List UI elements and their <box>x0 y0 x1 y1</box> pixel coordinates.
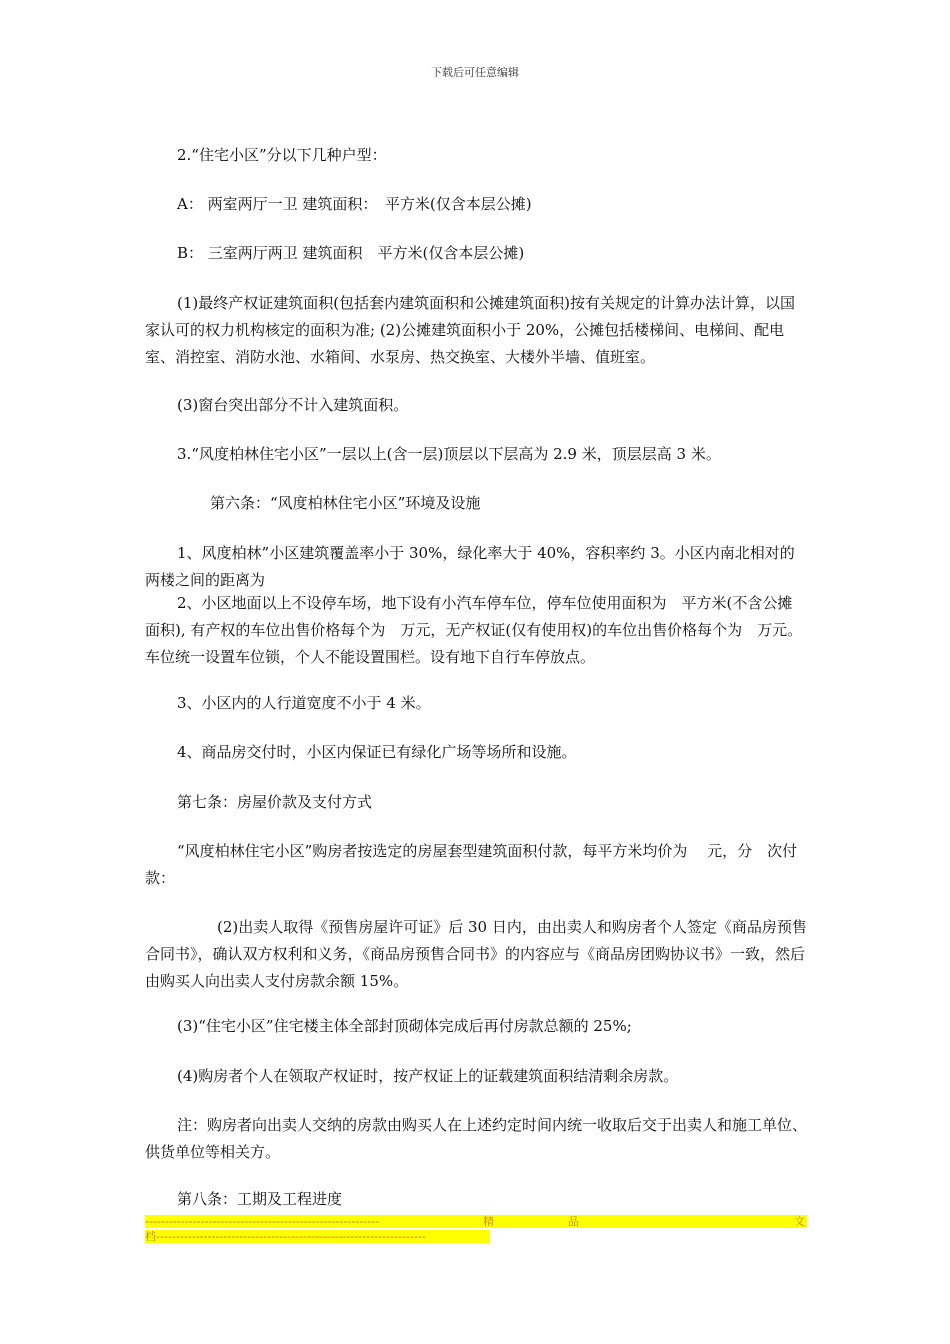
paragraph-greenery: 4、商品房交付时，小区内保证已有绿化广场等场所和设施。 <box>177 743 577 761</box>
footer-dashes: ----------------------------------------------------------- <box>145 1215 380 1228</box>
paragraph-note: 注：购房者向出卖人交纳的房款由购买人在上述约定时间内统一收取后交于出卖人和施工单位、供货单位等相关方。 <box>145 1116 808 1161</box>
paragraph-price: “风度柏林住宅小区”购房者按选定的房屋套型建筑面积付款，每平方米均价为 元，分 次付款： <box>145 842 798 887</box>
page-header: 下载后可任意编辑 <box>431 66 519 79</box>
paragraph-payment-4: (4)购房者个人在领取产权证时，按产权证上的证载建筑面积结清剩余房款。 <box>177 1067 679 1085</box>
paragraph-area-rules: (1)最终产权证建筑面积(包括套内建筑面积和公摊建筑面积)按有关规定的计算办法计算，以国家认可的权力机构核定的面积为准; (2)公摊建筑面积小于 20%，公摊包括楼梯间、电梯间、配电室、消控室、消防水池、水箱间、水泵房、热交换室、大楼外半墙、值班室。 <box>145 294 795 366</box>
paragraph-parking: 2、小区地面以上不设停车场，地下设有小汽车停车位，停车位使用面积为 平方米(不含公摊面积), 有产权的车位出售价格每个为 万元，无产权证(仅有使用权)的车位出售价格每个为 万元。车位统一设置车位锁，个人不能设置围栏。设有地下自行车停放点。 <box>145 594 803 666</box>
footer-char-pin: 品 <box>568 1215 579 1228</box>
paragraph-unit-types: 2.“住宅小区”分以下几种户型： <box>177 146 387 164</box>
paragraph-floor-height: 3.“风度柏林住宅小区”一层以上(含一层)顶层以下层高为 2.9 米，顶层层高 3 米。 <box>177 445 721 463</box>
paragraph-payment-3: (3)“住宅小区”住宅楼主体全部封顶砌体完成后再付房款总额的 25%; <box>177 1017 632 1035</box>
footer-char-jing: 精 <box>483 1215 494 1228</box>
section-title-article-7: 第七条：房屋价款及支付方式 <box>177 793 373 811</box>
paragraph-payment-2: (2)出卖人取得《预售房屋许可证》后 30 日内，由出卖人和购房者个人签定《商品房预售合同书》，确认双方权利和义务，《商品房预售合同书》的内容应与《商品房团购协议书》一致，然后由购买人向出卖人支付房款余额 15%。 <box>145 918 807 990</box>
paragraph-type-b: B： 三室两厅两卫 建筑面积 平方米(仅含本层公摊) <box>177 244 525 262</box>
paragraph-coverage: 1、风度柏林”小区建筑覆盖率小于 30%，绿化率大于 40%，容积率约 3。小区内南北相对的两楼之间的距离为 <box>145 544 795 589</box>
paragraph-sidewalk: 3、小区内的人行道宽度不小于 4 米。 <box>177 694 431 712</box>
section-title-article-6: 第六条：“风度柏林住宅小区”环境及设施 <box>210 494 481 512</box>
paragraph-type-a: A： 两室两厅一卫 建筑面积： 平方米(仅含本层公摊) <box>177 195 532 213</box>
footer-line-2: 档-------------------------------------------------------------------- <box>145 1230 426 1243</box>
paragraph-window-sill: (3)窗台突出部分不计入建筑面积。 <box>177 396 409 414</box>
section-title-article-8: 第八条：工期及工程进度 <box>177 1190 343 1208</box>
footer-char-wen: 文 <box>794 1215 805 1228</box>
